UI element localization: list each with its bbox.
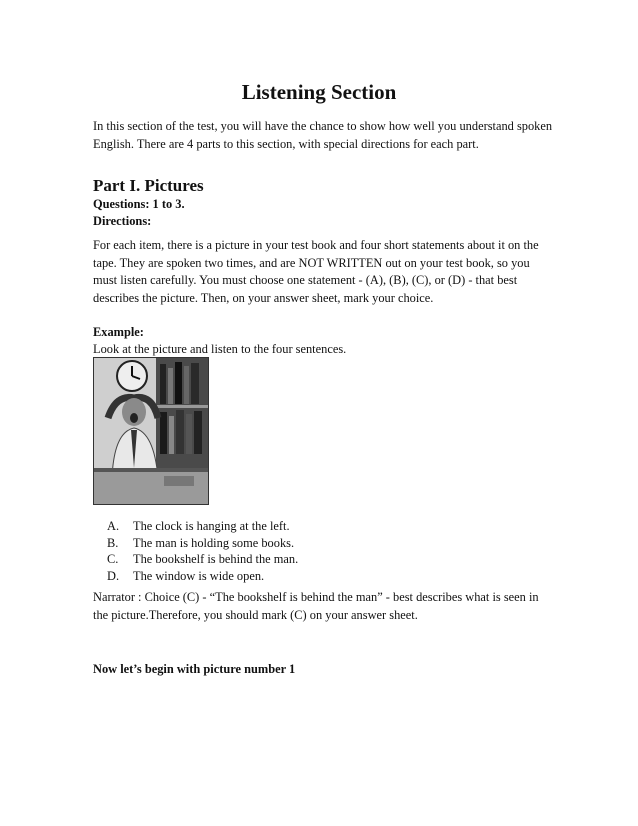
example-picture	[93, 357, 209, 505]
closing-line: Now let’s begin with picture number 1	[93, 662, 296, 676]
answer-options	[107, 518, 298, 584]
option-d: D. The window is wide open.	[107, 568, 265, 583]
part-heading: Part I. Pictures	[93, 176, 204, 195]
directions-paragraph: For each item, there is a picture in your test book and four short statements about it on the tape. They are spoken two times, and are NOT WRITTEN out on your test book, so you must listen carefully. You must choose one statement - (A), (B), (C), or (D) - that best describes the picture. Then, on your answer sheet, mark your choice.	[93, 238, 539, 305]
intro-paragraph: In this section of the test, you will have the chance to show how well you understand spoken English. There are 4 parts to this section, with special directions for each part.	[93, 119, 553, 151]
page-title: Listening Section	[241, 80, 397, 104]
option-a: A. The clock is hanging at the left.	[107, 519, 290, 533]
man-at-desk-illustration	[94, 358, 208, 504]
option-b: B. The man is holding some books.	[107, 535, 295, 550]
narrator-paragraph: Narrator : Choice (C) - “The bookshelf is behind the man” - best describes what is seen in the picture.Therefore, you should mark (C) on your answer sheet.	[93, 590, 539, 622]
example-instruction: Look at the picture and listen to the four sentences.	[93, 342, 347, 356]
directions-label: Directions:	[93, 214, 152, 228]
questions-range: Questions: 1 to 3.	[93, 197, 185, 211]
example-label: Example:	[93, 325, 144, 339]
option-c: C. The bookshelf is behind the man.	[107, 552, 299, 567]
